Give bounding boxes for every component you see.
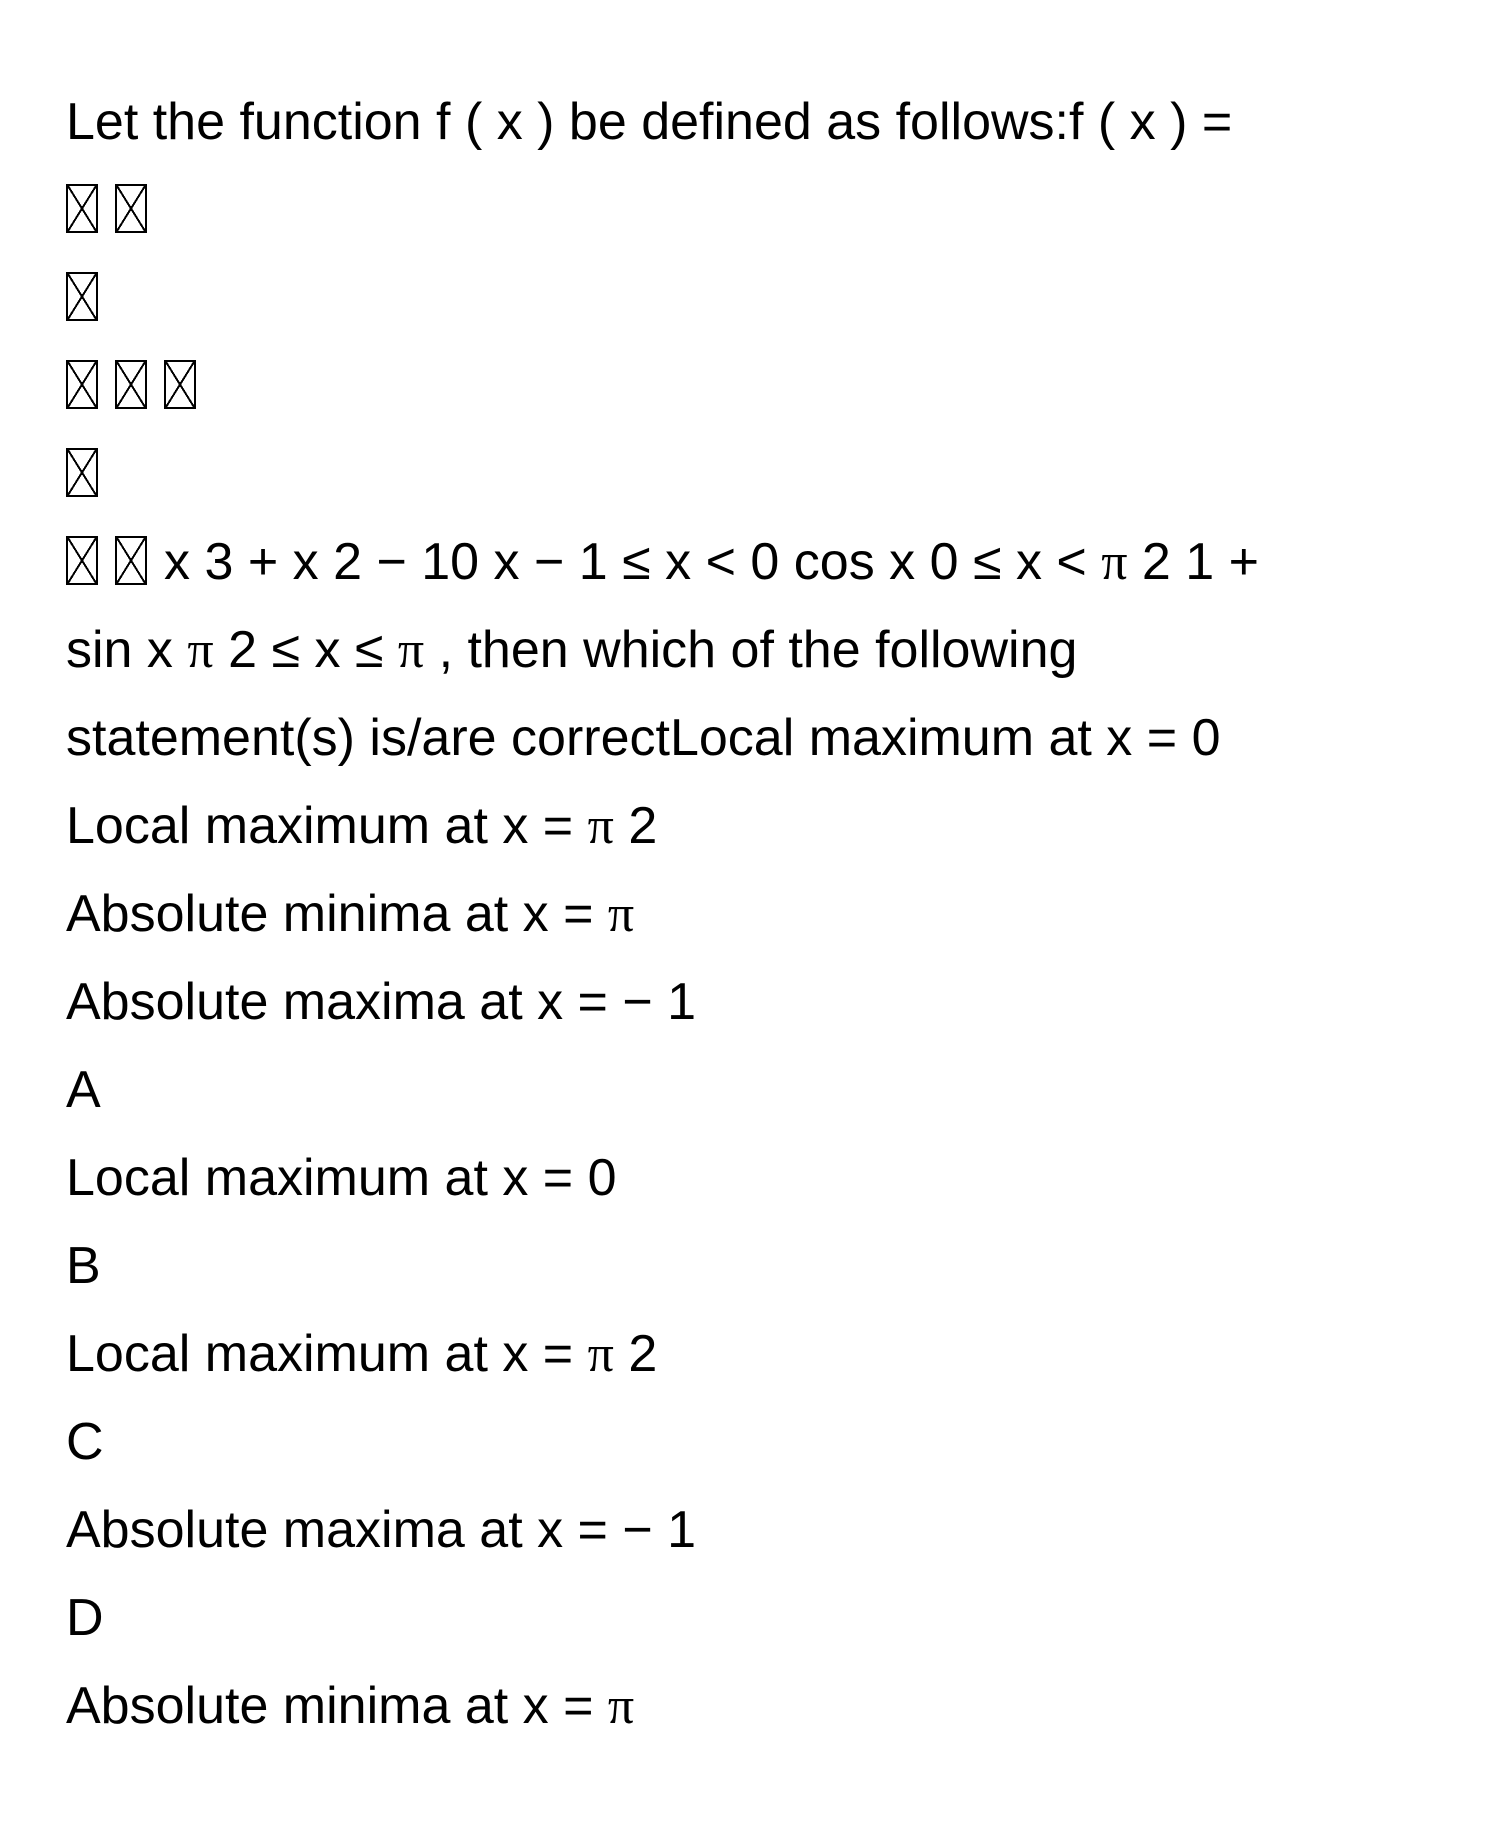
option-a-letter[interactable]: A	[66, 1061, 101, 1119]
piecewise-expression: x 3 + x 2 − 10 x − 1 ≤ x < 0 cos x 0 ≤ x < π 2 1 +	[164, 533, 1260, 591]
piecewise-brace-line-1	[66, 166, 1440, 254]
option-c-letter[interactable]: C	[66, 1413, 104, 1471]
pi-symbol: π	[607, 1678, 635, 1735]
pi-symbol: π	[607, 886, 635, 943]
missing-glyph-icon	[115, 184, 147, 233]
option-b-text[interactable]: Local maximum at x = π 2	[66, 1325, 658, 1383]
pi-symbol: π	[187, 622, 214, 679]
piecewise-brace-line-2	[66, 254, 1440, 342]
question-intro: Let the function f ( x ) be defined as follows:f ( x ) =	[66, 93, 1233, 151]
option-c-text[interactable]: Absolute maxima at x = − 1	[66, 1501, 697, 1559]
statement-3: Absolute maxima at x = − 1	[66, 973, 697, 1031]
option-a-text[interactable]: Local maximum at x = 0	[66, 1149, 617, 1207]
piecewise-brace-line-3	[66, 342, 1440, 430]
piecewise-brace-line-4	[66, 430, 1440, 518]
missing-glyph-icon	[66, 272, 98, 321]
piecewise-definition-line	[66, 518, 1440, 606]
pi-symbol: π	[397, 622, 425, 679]
pi-symbol: π	[587, 798, 614, 855]
option-d-text[interactable]: Absolute minima at x = π	[66, 1677, 635, 1735]
question-line-8: statement(s) is/are correctLocal maximum at x = 0	[66, 709, 1221, 767]
missing-glyph-icon	[164, 360, 196, 409]
statement-1: Local maximum at x = π 2	[66, 797, 658, 855]
missing-glyph-icon	[115, 360, 147, 409]
missing-glyph-icon	[66, 360, 98, 409]
missing-glyph-icon	[66, 448, 98, 497]
missing-glyph-icon	[66, 184, 98, 233]
option-b-letter[interactable]: B	[66, 1237, 101, 1295]
missing-glyph-icon	[115, 536, 147, 585]
missing-glyph-icon	[66, 536, 98, 585]
statement-2: Absolute minima at x = π	[66, 885, 635, 943]
option-d-letter[interactable]: D	[66, 1589, 104, 1647]
pi-symbol: π	[587, 1326, 614, 1383]
question-line-7: sin x π 2 ≤ x ≤ π , then which of the following	[66, 621, 1078, 679]
pi-symbol: π	[1101, 534, 1128, 591]
